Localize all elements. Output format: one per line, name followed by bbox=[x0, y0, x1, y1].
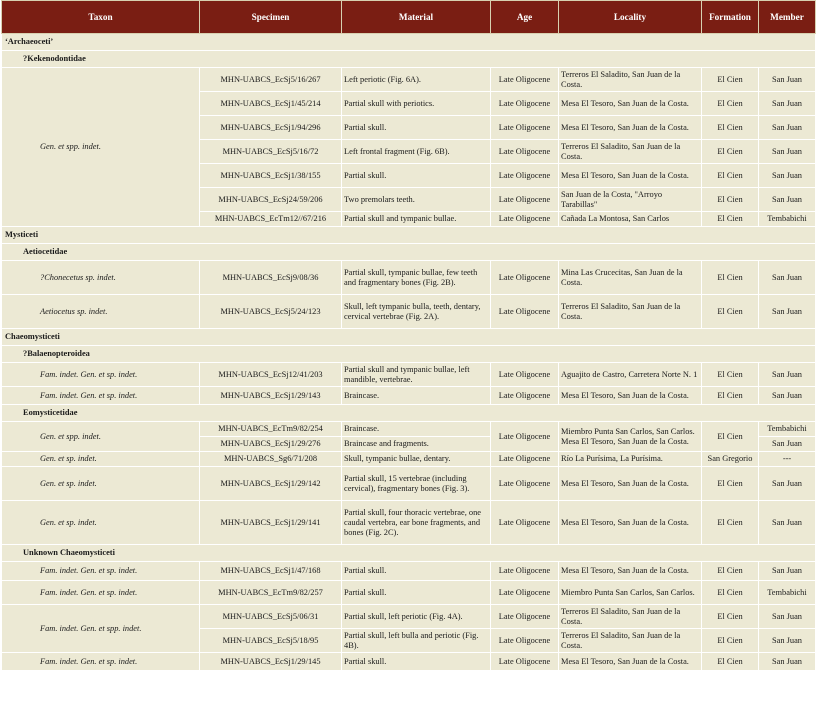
header-formation: Formation bbox=[702, 1, 759, 34]
locality-cell: Mesa El Tesoro, San Juan de la Costa. bbox=[559, 387, 702, 405]
material-cell: Braincase. bbox=[342, 422, 491, 437]
material-cell: Partial skull with periotics. bbox=[342, 92, 491, 116]
subgroup-row bbox=[2, 244, 816, 261]
locality-cell: Cañada La Montosa, San Carlos bbox=[559, 212, 702, 227]
specimen-cell: MHN-UABCS_EcSj1/29/141 bbox=[200, 501, 342, 545]
specimen-cell: MHN-UABCS_EcSj12/41/203 bbox=[200, 363, 342, 387]
age-cell: Late Oligocene bbox=[491, 562, 559, 581]
material-cell: Left periotic (Fig. 6A). bbox=[342, 68, 491, 92]
formation-cell: El Cien bbox=[702, 501, 759, 545]
member-cell: San Juan bbox=[759, 467, 816, 501]
locality-cell: Terreros El Saladito, San Juan de la Costa. bbox=[559, 68, 702, 92]
formation-cell: El Cien bbox=[702, 653, 759, 671]
specimen-cell: MHN-UABCS_EcSj5/24/123 bbox=[200, 295, 342, 329]
age-cell: Late Oligocene bbox=[491, 467, 559, 501]
table-row bbox=[2, 452, 816, 467]
formation-cell: El Cien bbox=[702, 116, 759, 140]
table-row bbox=[2, 581, 816, 605]
header-row bbox=[2, 1, 816, 34]
formation-cell: El Cien bbox=[702, 188, 759, 212]
age-cell: Late Oligocene bbox=[491, 295, 559, 329]
formation-cell: El Cien bbox=[702, 363, 759, 387]
member-cell: San Juan bbox=[759, 116, 816, 140]
member-cell: San Juan bbox=[759, 164, 816, 188]
table-row bbox=[2, 295, 816, 329]
header-age: Age bbox=[491, 1, 559, 34]
locality-cell: Mesa El Tesoro, San Juan de la Costa. bbox=[559, 164, 702, 188]
age-cell: Late Oligocene bbox=[491, 629, 559, 653]
subgroup-label: ?Kekenodontidae bbox=[2, 51, 816, 68]
formation-cell: El Cien bbox=[702, 68, 759, 92]
formation-cell: El Cien bbox=[702, 629, 759, 653]
table-row bbox=[2, 422, 816, 437]
locality-cell: Mesa El Tesoro, San Juan de la Costa. bbox=[559, 562, 702, 581]
material-cell: Partial skull. bbox=[342, 581, 491, 605]
specimen-cell: MHN-UABCS_EcSj1/45/214 bbox=[200, 92, 342, 116]
group-label: ‘Archaeoceti’ bbox=[2, 34, 816, 51]
age-cell: Late Oligocene bbox=[491, 68, 559, 92]
member-cell: San Juan bbox=[759, 188, 816, 212]
table-row bbox=[2, 387, 816, 405]
locality-cell: Mesa El Tesoro, San Juan de la Costa. bbox=[559, 653, 702, 671]
subgroup-label: Eomysticetidae bbox=[2, 405, 816, 422]
material-cell: Partial skull and tympanic bullae. bbox=[342, 212, 491, 227]
member-cell: --- bbox=[759, 452, 816, 467]
group-label: Mysticeti bbox=[2, 227, 816, 244]
taxon-cell: Fam. indet. Gen. et sp. indet. bbox=[2, 581, 200, 605]
header-material: Material bbox=[342, 1, 491, 34]
age-cell: Late Oligocene bbox=[491, 212, 559, 227]
taxon-cell: Gen. et sp. indet. bbox=[2, 467, 200, 501]
material-cell: Partial skull, left bulla and periotic (Fig. 4B). bbox=[342, 629, 491, 653]
material-cell: Partial skull, tympanic bullae, few teeth and fragmentary bones (Fig. 2B). bbox=[342, 261, 491, 295]
member-cell: Tembabichi bbox=[759, 212, 816, 227]
formation-cell: El Cien bbox=[702, 92, 759, 116]
group-label: Chaeomysticeti bbox=[2, 329, 816, 346]
subgroup-label: Unknown Chaeomysticeti bbox=[2, 545, 816, 562]
taxon-cell: Gen. et spp. indet. bbox=[2, 68, 200, 227]
taxon-cell: ?Chonecetus sp. indet. bbox=[2, 261, 200, 295]
formation-cell: El Cien bbox=[702, 212, 759, 227]
subgroup-row bbox=[2, 346, 816, 363]
member-cell: San Juan bbox=[759, 562, 816, 581]
locality-cell: Río La Purísima, La Purísima. bbox=[559, 452, 702, 467]
table-row bbox=[2, 363, 816, 387]
taxon-cell: Fam. indet. Gen. et spp. indet. bbox=[2, 605, 200, 653]
taxon-cell: Aetiocetus sp. indet. bbox=[2, 295, 200, 329]
material-cell: Partial skull, four thoracic vertebrae, one caudal vertebra, ear bone fragments, and bones (Fig. 2C). bbox=[342, 501, 491, 545]
table-row bbox=[2, 68, 816, 92]
group-row bbox=[2, 34, 816, 51]
subgroup-label: ?Balaenopteroidea bbox=[2, 346, 816, 363]
locality-cell: Mesa El Tesoro, San Juan de la Costa. bbox=[559, 467, 702, 501]
taxon-cell: Gen. et sp. indet. bbox=[2, 501, 200, 545]
table-row bbox=[2, 501, 816, 545]
locality-cell: Terreros El Saladito, San Juan de la Costa. bbox=[559, 295, 702, 329]
formation-cell: San Gregorio bbox=[702, 452, 759, 467]
specimen-cell: MHN-UABCS_EcTm12//67/216 bbox=[200, 212, 342, 227]
table-row bbox=[2, 562, 816, 581]
specimen-cell: MHN-UABCS_EcSj1/29/142 bbox=[200, 467, 342, 501]
material-cell: Braincase. bbox=[342, 387, 491, 405]
specimen-table bbox=[1, 0, 816, 671]
locality-cell: Terreros El Saladito, San Juan de la Costa. bbox=[559, 140, 702, 164]
formation-cell: El Cien bbox=[702, 387, 759, 405]
formation-cell: El Cien bbox=[702, 467, 759, 501]
member-cell: San Juan bbox=[759, 629, 816, 653]
locality-cell: Miembro Punta San Carlos, San Carlos. Mesa El Tesoro, San Juan de la Costa. bbox=[559, 422, 702, 452]
member-cell: San Juan bbox=[759, 387, 816, 405]
formation-cell: El Cien bbox=[702, 605, 759, 629]
age-cell: Late Oligocene bbox=[491, 501, 559, 545]
age-cell: Late Oligocene bbox=[491, 363, 559, 387]
subgroup-row bbox=[2, 405, 816, 422]
material-cell: Partial skull. bbox=[342, 164, 491, 188]
subgroup-row bbox=[2, 545, 816, 562]
age-cell: Late Oligocene bbox=[491, 653, 559, 671]
formation-cell: El Cien bbox=[702, 140, 759, 164]
age-cell: Late Oligocene bbox=[491, 422, 559, 452]
locality-cell: Terreros El Saladito, San Juan de la Costa. bbox=[559, 605, 702, 629]
material-cell: Partial skull. bbox=[342, 562, 491, 581]
locality-cell: Aguajito de Castro, Carretera Norte N. 1 bbox=[559, 363, 702, 387]
material-cell: Partial skull. bbox=[342, 653, 491, 671]
locality-cell: Miembro Punta San Carlos, San Carlos. bbox=[559, 581, 702, 605]
taxon-cell: Fam. indet. Gen. et sp. indet. bbox=[2, 653, 200, 671]
header-taxon: Taxon bbox=[2, 1, 200, 34]
member-cell: San Juan bbox=[759, 363, 816, 387]
age-cell: Late Oligocene bbox=[491, 605, 559, 629]
age-cell: Late Oligocene bbox=[491, 92, 559, 116]
material-cell: Skull, tympanic bullae, dentary. bbox=[342, 452, 491, 467]
formation-cell: El Cien bbox=[702, 562, 759, 581]
age-cell: Late Oligocene bbox=[491, 188, 559, 212]
specimen-cell: MHN-UABCS_EcSj5/16/72 bbox=[200, 140, 342, 164]
table-row bbox=[2, 261, 816, 295]
taxon-cell: Gen. et spp. indet. bbox=[2, 422, 200, 452]
formation-cell: El Cien bbox=[702, 261, 759, 295]
specimen-cell: MHN-UABCS_EcTm9/82/254 bbox=[200, 422, 342, 437]
specimen-cell: MHN-UABCS_EcSj9/08/36 bbox=[200, 261, 342, 295]
age-cell: Late Oligocene bbox=[491, 452, 559, 467]
specimen-cell: MHN-UABCS_EcSj24/59/206 bbox=[200, 188, 342, 212]
group-row bbox=[2, 227, 816, 244]
formation-cell: El Cien bbox=[702, 164, 759, 188]
header-member: Member bbox=[759, 1, 816, 34]
specimen-cell: MHN-UABCS_EcSj1/47/168 bbox=[200, 562, 342, 581]
member-cell: San Juan bbox=[759, 92, 816, 116]
header-specimen: Specimen bbox=[200, 1, 342, 34]
specimen-cell: MHN-UABCS_EcSj1/94/296 bbox=[200, 116, 342, 140]
member-cell: San Juan bbox=[759, 261, 816, 295]
member-cell: Tembabichi bbox=[759, 581, 816, 605]
material-cell: Partial skull. bbox=[342, 116, 491, 140]
specimen-cell: MHN-UABCS_EcSj5/06/31 bbox=[200, 605, 342, 629]
subgroup-row bbox=[2, 51, 816, 68]
locality-cell: Mesa El Tesoro, San Juan de la Costa. bbox=[559, 92, 702, 116]
material-cell: Braincase and fragments. bbox=[342, 437, 491, 452]
age-cell: Late Oligocene bbox=[491, 261, 559, 295]
specimen-cell: MHN-UABCS_EcSj1/29/276 bbox=[200, 437, 342, 452]
age-cell: Late Oligocene bbox=[491, 581, 559, 605]
specimen-cell: MHN-UABCS_EcSj1/29/145 bbox=[200, 653, 342, 671]
material-cell: Partial skull, left periotic (Fig. 4A). bbox=[342, 605, 491, 629]
formation-cell: El Cien bbox=[702, 295, 759, 329]
age-cell: Late Oligocene bbox=[491, 387, 559, 405]
table-row bbox=[2, 467, 816, 501]
group-row bbox=[2, 329, 816, 346]
locality-cell: Mesa El Tesoro, San Juan de la Costa. bbox=[559, 501, 702, 545]
specimen-cell: MHN-UABCS_EcSj1/38/155 bbox=[200, 164, 342, 188]
subgroup-label: Aetiocetidae bbox=[2, 244, 816, 261]
member-cell: San Juan bbox=[759, 501, 816, 545]
material-cell: Two premolars teeth. bbox=[342, 188, 491, 212]
taxon-cell: Fam. indet. Gen. et sp. indet. bbox=[2, 562, 200, 581]
material-cell: Partial skull, 15 vertebrae (including cervical), fragmentary bones (Fig. 3). bbox=[342, 467, 491, 501]
header-locality: Locality bbox=[559, 1, 702, 34]
material-cell: Partial skull and tympanic bullae, left mandible, vertebrae. bbox=[342, 363, 491, 387]
specimen-cell: MHN-UABCS_EcSj1/29/143 bbox=[200, 387, 342, 405]
material-cell: Left frontal fragment (Fig. 6B). bbox=[342, 140, 491, 164]
locality-cell: Terreros El Saladito, San Juan de la Costa. bbox=[559, 629, 702, 653]
member-cell: San Juan bbox=[759, 437, 816, 452]
member-cell: Tembabichi bbox=[759, 422, 816, 437]
member-cell: San Juan bbox=[759, 68, 816, 92]
table-row bbox=[2, 653, 816, 671]
formation-cell: El Cien bbox=[702, 422, 759, 452]
locality-cell: Mina Las Crucecitas, San Juan de la Costa. bbox=[559, 261, 702, 295]
specimen-cell: MHN-UABCS_EcTm9/82/257 bbox=[200, 581, 342, 605]
specimen-cell: MHN-UABCS_EcSj5/16/267 bbox=[200, 68, 342, 92]
taxon-cell: Fam. indet. Gen. et sp. indet. bbox=[2, 363, 200, 387]
taxon-cell: Gen. et sp. indet. bbox=[2, 452, 200, 467]
age-cell: Late Oligocene bbox=[491, 164, 559, 188]
member-cell: San Juan bbox=[759, 140, 816, 164]
age-cell: Late Oligocene bbox=[491, 116, 559, 140]
member-cell: San Juan bbox=[759, 295, 816, 329]
material-cell: Skull, left tympanic bulla, teeth, dentary, cervical vertebrae (Fig. 2A). bbox=[342, 295, 491, 329]
specimen-cell: MHN-UABCS_Sg6/71/208 bbox=[200, 452, 342, 467]
specimen-cell: MHN-UABCS_EcSj5/18/95 bbox=[200, 629, 342, 653]
member-cell: San Juan bbox=[759, 605, 816, 629]
locality-cell: San Juan de la Costa, "Arroyo Tarabillas" bbox=[559, 188, 702, 212]
taxon-cell: Fam. indet. Gen. et sp. indet. bbox=[2, 387, 200, 405]
age-cell: Late Oligocene bbox=[491, 140, 559, 164]
locality-cell: Mesa El Tesoro, San Juan de la Costa. bbox=[559, 116, 702, 140]
member-cell: San Juan bbox=[759, 653, 816, 671]
formation-cell: El Cien bbox=[702, 581, 759, 605]
table-row bbox=[2, 605, 816, 629]
